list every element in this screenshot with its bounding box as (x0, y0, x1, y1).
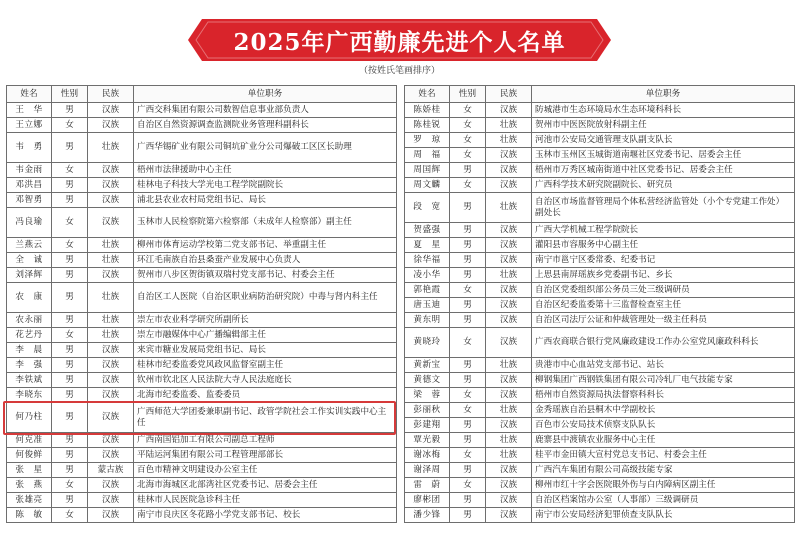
person-position: 南宁市邕宁区委常委、纪委书记 (532, 253, 795, 268)
table-row (7, 238, 397, 253)
person-name: 黄东明 (405, 313, 450, 328)
person-position: 南宁市良庆区冬花路小学党支部书记、校长 (134, 508, 397, 523)
table-row (7, 343, 397, 358)
person-name: 张 星 (7, 463, 52, 478)
table-row (7, 388, 397, 403)
person-name: 周文麟 (405, 178, 450, 193)
person-position: 玉林市玉州区玉城街道南堰社区党委书记、居委会主任 (532, 148, 795, 163)
person-name: 谢泽周 (405, 463, 450, 478)
person-ethnicity: 汉族 (486, 298, 532, 313)
person-position: 自治区纪委监委第十三监督检查室主任 (532, 298, 795, 313)
person-name: 李晓东 (7, 388, 52, 403)
person-ethnicity: 蒙古族 (88, 463, 134, 478)
table-row (7, 463, 397, 478)
person-gender: 女 (450, 148, 486, 163)
person-gender: 男 (52, 193, 88, 208)
person-ethnicity: 汉族 (486, 418, 532, 433)
person-gender: 男 (52, 133, 88, 163)
person-name: 彭建翔 (405, 418, 450, 433)
table-row (7, 103, 397, 118)
table-row (405, 478, 795, 493)
person-ethnicity: 汉族 (486, 163, 532, 178)
roster-body-left (7, 103, 397, 523)
person-gender: 女 (450, 478, 486, 493)
person-position: 梧州市自然资源局执法督察科科长 (532, 388, 795, 403)
person-gender: 男 (450, 223, 486, 238)
table-row (405, 133, 795, 148)
table-row (405, 238, 795, 253)
person-position: 钦州市钦北区人民法院大寺人民法庭庭长 (134, 373, 397, 388)
table-row (7, 508, 397, 523)
person-ethnicity: 汉族 (486, 373, 532, 388)
person-name: 何乃柱 (7, 403, 52, 433)
person-position: 金秀瑶族自治县桐木中学副校长 (532, 403, 795, 418)
person-name: 全 诚 (7, 253, 52, 268)
table-row (7, 373, 397, 388)
person-ethnicity: 壮族 (88, 283, 134, 313)
person-name: 贺盛强 (405, 223, 450, 238)
person-gender: 男 (450, 253, 486, 268)
person-name: 兰燕云 (7, 238, 52, 253)
table-row (7, 208, 397, 238)
person-ethnicity: 壮族 (88, 253, 134, 268)
person-name: 覃光毅 (405, 433, 450, 448)
person-gender: 男 (450, 418, 486, 433)
person-gender: 男 (52, 268, 88, 283)
person-ethnicity: 汉族 (88, 478, 134, 493)
person-position: 贺州市中医医院放射科副主任 (532, 118, 795, 133)
person-position: 广西科学技术研究院副院长、研究员 (532, 178, 795, 193)
table-row (7, 478, 397, 493)
person-ethnicity: 汉族 (486, 463, 532, 478)
person-ethnicity: 壮族 (486, 358, 532, 373)
person-name: 夏 星 (405, 238, 450, 253)
person-gender: 男 (450, 373, 486, 388)
header-position: 单位职务 (134, 86, 397, 103)
person-name: 唐玉迪 (405, 298, 450, 313)
person-position: 河池市公安局交通管理支队副支队长 (532, 133, 795, 148)
table-row (7, 268, 397, 283)
person-name: 李铁斌 (7, 373, 52, 388)
person-name: 黄德文 (405, 373, 450, 388)
person-ethnicity: 汉族 (88, 208, 134, 238)
table-row (405, 388, 795, 403)
person-position: 崇左市融媒体中心广播编辑部主任 (134, 328, 397, 343)
person-gender: 男 (52, 343, 88, 358)
person-name: 韦金雨 (7, 163, 52, 178)
person-position: 广西南国铝加工有限公司副总工程师 (134, 433, 397, 448)
person-ethnicity: 汉族 (88, 193, 134, 208)
person-gender: 男 (52, 388, 88, 403)
person-ethnicity: 汉族 (486, 493, 532, 508)
person-name: 梁 蓉 (405, 388, 450, 403)
person-ethnicity: 汉族 (486, 478, 532, 493)
person-position: 百色市公安局技术侦察支队队长 (532, 418, 795, 433)
person-ethnicity: 壮族 (88, 133, 134, 163)
person-name: 李 晨 (7, 343, 52, 358)
person-position: 桂林电子科技大学光电工程学院副院长 (134, 178, 397, 193)
person-position: 平陆运河集团有限公司工程管理部部长 (134, 448, 397, 463)
person-ethnicity: 壮族 (486, 118, 532, 133)
person-ethnicity: 汉族 (88, 118, 134, 133)
person-gender: 男 (52, 253, 88, 268)
table-row (405, 148, 795, 163)
person-position: 浦北县农业农村局党组书记、局长 (134, 193, 397, 208)
person-position: 梧州市法律援助中心主任 (134, 163, 397, 178)
table-row (405, 268, 795, 283)
person-name: 农 康 (7, 283, 52, 313)
person-name: 凌小华 (405, 268, 450, 283)
table-row (405, 493, 795, 508)
person-gender: 女 (450, 118, 486, 133)
person-name: 黄新宝 (405, 358, 450, 373)
person-gender: 男 (450, 238, 486, 253)
table-row (405, 253, 795, 268)
person-ethnicity: 壮族 (88, 328, 134, 343)
person-ethnicity: 汉族 (486, 508, 532, 523)
person-ethnicity: 汉族 (486, 313, 532, 328)
person-position: 上思县南屏瑶族乡党委副书记、乡长 (532, 268, 795, 283)
table-row (7, 283, 397, 313)
person-gender: 女 (52, 238, 88, 253)
person-name: 刘泽辉 (7, 268, 52, 283)
person-ethnicity: 汉族 (88, 508, 134, 523)
table-row (405, 118, 795, 133)
person-ethnicity: 汉族 (88, 403, 134, 433)
person-ethnicity: 汉族 (88, 388, 134, 403)
table-row (405, 448, 795, 463)
person-position: 柳钢集团广西钢铁集团有限公司冷轧厂电气技能专家 (532, 373, 795, 388)
table-row (405, 418, 795, 433)
person-name: 王立娜 (7, 118, 52, 133)
person-ethnicity: 汉族 (88, 343, 134, 358)
person-gender: 女 (450, 388, 486, 403)
person-gender: 男 (52, 463, 88, 478)
person-ethnicity: 汉族 (88, 163, 134, 178)
person-gender: 女 (52, 478, 88, 493)
person-ethnicity: 壮族 (486, 133, 532, 148)
person-name: 雷 蔚 (405, 478, 450, 493)
person-gender: 男 (52, 103, 88, 118)
person-name: 陈 敏 (7, 508, 52, 523)
person-position: 柳州市体育运动学校第二党支部书记、举重副主任 (134, 238, 397, 253)
person-ethnicity: 汉族 (88, 268, 134, 283)
header-name: 姓名 (405, 86, 450, 103)
person-ethnicity: 汉族 (486, 178, 532, 193)
table-row (405, 223, 795, 238)
person-gender: 女 (450, 178, 486, 193)
header-name: 姓名 (7, 86, 52, 103)
person-name: 李 强 (7, 358, 52, 373)
table-row (405, 178, 795, 193)
table-row (405, 328, 795, 358)
person-position: 自治区市场监督管理局个体私营经济监管处（小个专党建工作处）副处长 (532, 193, 795, 223)
person-ethnicity: 汉族 (88, 433, 134, 448)
person-position: 桂林市纪委监委党风政风监督室副主任 (134, 358, 397, 373)
person-name: 周国辉 (405, 163, 450, 178)
sort-note: （按姓氏笔画排序） (358, 66, 440, 76)
person-position: 玉林市人民检察院第六检察部（未成年人检察部）副主任 (134, 208, 397, 238)
person-position: 桂平市金田镇大宣村党总支书记、村委会主任 (532, 448, 795, 463)
person-gender: 男 (450, 463, 486, 478)
table-row (405, 403, 795, 418)
person-position: 环江毛南族自治县桑蚕产业发展中心负责人 (134, 253, 397, 268)
person-gender: 男 (52, 403, 88, 433)
person-name: 韦 勇 (7, 133, 52, 163)
person-name: 张 燕 (7, 478, 52, 493)
table-row (7, 403, 397, 433)
person-position: 北海市纪委监委、监委委员 (134, 388, 397, 403)
person-position: 广西交科集团有限公司数智信息事业部负责人 (134, 103, 397, 118)
person-name: 周 福 (405, 148, 450, 163)
person-position: 广西大学机械工程学院院长 (532, 223, 795, 238)
person-ethnicity: 壮族 (486, 268, 532, 283)
table-row (7, 178, 397, 193)
person-name: 段 宽 (405, 193, 450, 223)
person-ethnicity: 汉族 (486, 148, 532, 163)
person-gender: 男 (450, 358, 486, 373)
table-row (7, 133, 397, 163)
person-position: 自治区党委组织部公务员三处三级调研员 (532, 283, 795, 298)
person-position: 广西华锡矿业有限公司铜坑矿业分公司爆破工区区长助理 (134, 133, 397, 163)
person-gender: 男 (52, 283, 88, 313)
person-ethnicity: 汉族 (486, 328, 532, 358)
person-gender: 男 (450, 313, 486, 328)
person-ethnicity: 壮族 (486, 448, 532, 463)
table-row (405, 313, 795, 328)
table-row (405, 103, 795, 118)
person-ethnicity: 壮族 (486, 433, 532, 448)
person-name: 彭丽秋 (405, 403, 450, 418)
person-position: 自治区工人医院（自治区职业病防治研究院）中毒与肾内科主任 (134, 283, 397, 313)
person-name: 陈桂锐 (405, 118, 450, 133)
person-gender: 男 (450, 508, 486, 523)
table-row (7, 253, 397, 268)
person-position: 自治区档案馆办公室（人事部）三级调研员 (532, 493, 795, 508)
person-position: 柳州市红十字会医院眼外伤与白内障病区副主任 (532, 478, 795, 493)
table-row (405, 358, 795, 373)
table-row (7, 313, 397, 328)
person-ethnicity: 汉族 (486, 283, 532, 298)
person-gender: 男 (450, 268, 486, 283)
page-title: 2025年广西勤廉先进个人名单 (233, 28, 566, 56)
table-row (405, 283, 795, 298)
person-ethnicity: 汉族 (88, 358, 134, 373)
person-name: 廖彬团 (405, 493, 450, 508)
table-header-row (405, 86, 795, 103)
table-row (7, 448, 397, 463)
person-name: 花艺丹 (7, 328, 52, 343)
person-ethnicity: 汉族 (486, 223, 532, 238)
person-ethnicity: 壮族 (88, 238, 134, 253)
person-gender: 男 (52, 358, 88, 373)
person-name: 何克准 (7, 433, 52, 448)
table-row (405, 433, 795, 448)
person-position: 广西农商联合银行党风廉政建设工作办公室党风廉政科科长 (532, 328, 795, 358)
person-gender: 女 (52, 328, 88, 343)
person-position: 崇左市农业科学研究所副所长 (134, 313, 397, 328)
person-gender: 男 (52, 313, 88, 328)
person-name: 王 华 (7, 103, 52, 118)
person-ethnicity: 壮族 (88, 313, 134, 328)
person-gender: 女 (450, 283, 486, 298)
table-row (7, 493, 397, 508)
header-ethnicity: 民族 (88, 86, 134, 103)
person-gender: 男 (52, 493, 88, 508)
person-ethnicity: 汉族 (486, 238, 532, 253)
header-position: 单位职务 (532, 86, 795, 103)
person-gender: 男 (450, 193, 486, 223)
person-name: 农永丽 (7, 313, 52, 328)
table-row (7, 193, 397, 208)
person-gender: 男 (450, 493, 486, 508)
person-ethnicity: 壮族 (486, 403, 532, 418)
person-gender: 女 (450, 103, 486, 118)
roster-table-left (6, 85, 397, 523)
person-name: 张雄亮 (7, 493, 52, 508)
person-position: 梧州市万秀区城南街道中社区党委书记、居委会主任 (532, 163, 795, 178)
person-gender: 男 (52, 373, 88, 388)
person-position: 鹿寨县中渡镇农业服务中心主任 (532, 433, 795, 448)
table-row (405, 193, 795, 223)
person-gender: 女 (450, 328, 486, 358)
person-position: 广西师范大学团委兼职副书记、政管学院社会工作实训实践中心主任 (134, 403, 397, 433)
person-gender: 男 (450, 298, 486, 313)
table-row (7, 358, 397, 373)
person-position: 自治区司法厅公证和仲裁管理处一级主任科员 (532, 313, 795, 328)
table-row (405, 163, 795, 178)
table-row (405, 298, 795, 313)
person-ethnicity: 汉族 (486, 253, 532, 268)
table-row (7, 328, 397, 343)
person-gender: 男 (450, 163, 486, 178)
title-banner (188, 19, 611, 61)
header-ethnicity: 民族 (486, 86, 532, 103)
person-ethnicity: 汉族 (486, 388, 532, 403)
person-name: 罗 琼 (405, 133, 450, 148)
person-name: 谢冰梅 (405, 448, 450, 463)
person-gender: 女 (52, 508, 88, 523)
person-gender: 女 (450, 133, 486, 148)
header-gender: 性别 (52, 86, 88, 103)
person-gender: 女 (52, 208, 88, 238)
table-header-row (7, 86, 397, 103)
person-position: 北海市海城区北部湾社区党委书记、居委会主任 (134, 478, 397, 493)
person-name: 徐华福 (405, 253, 450, 268)
table-row (7, 163, 397, 178)
person-ethnicity: 汉族 (88, 178, 134, 193)
person-ethnicity: 汉族 (88, 373, 134, 388)
person-name: 何俊鲜 (7, 448, 52, 463)
person-gender: 男 (52, 433, 88, 448)
person-ethnicity: 汉族 (88, 493, 134, 508)
person-gender: 女 (450, 448, 486, 463)
table-row (405, 508, 795, 523)
header-gender: 性别 (450, 86, 486, 103)
table-row (405, 463, 795, 478)
person-position: 自治区自然资源调查监测院业务管理科副科长 (134, 118, 397, 133)
person-position: 桂林市人民医院急诊科主任 (134, 493, 397, 508)
person-gender: 男 (52, 448, 88, 463)
person-gender: 女 (52, 118, 88, 133)
table-row (7, 433, 397, 448)
person-ethnicity: 汉族 (88, 448, 134, 463)
person-ethnicity: 壮族 (486, 193, 532, 223)
person-position: 贺州市八步区贺街镇双瑞村党支部书记、村委会主任 (134, 268, 397, 283)
person-position: 百色市精神文明建设办公室主任 (134, 463, 397, 478)
roster-table-right (404, 85, 795, 523)
person-name: 邓洪昌 (7, 178, 52, 193)
person-position: 灌阳县市容服务中心副主任 (532, 238, 795, 253)
person-gender: 女 (52, 163, 88, 178)
person-name: 邓智勇 (7, 193, 52, 208)
person-position: 贵港市中心血站党支部书记、站长 (532, 358, 795, 373)
person-ethnicity: 汉族 (486, 103, 532, 118)
person-gender: 女 (450, 403, 486, 418)
roster-body-right (405, 103, 795, 523)
table-row (7, 118, 397, 133)
person-position: 南宁市公安局经济犯罪侦查支队队长 (532, 508, 795, 523)
table-row (405, 373, 795, 388)
person-gender: 男 (52, 178, 88, 193)
person-name: 黄晓玲 (405, 328, 450, 358)
person-position: 来宾市糖业发展局党组书记、局长 (134, 343, 397, 358)
person-name: 冯良瑜 (7, 208, 52, 238)
person-position: 广西汽车集团有限公司高级技能专家 (532, 463, 795, 478)
person-ethnicity: 汉族 (88, 103, 134, 118)
person-name: 陈娇桂 (405, 103, 450, 118)
person-name: 郭艳霞 (405, 283, 450, 298)
person-position: 防城港市生态环境局水生态环境科科长 (532, 103, 795, 118)
person-name: 潘少锋 (405, 508, 450, 523)
person-gender: 男 (450, 433, 486, 448)
